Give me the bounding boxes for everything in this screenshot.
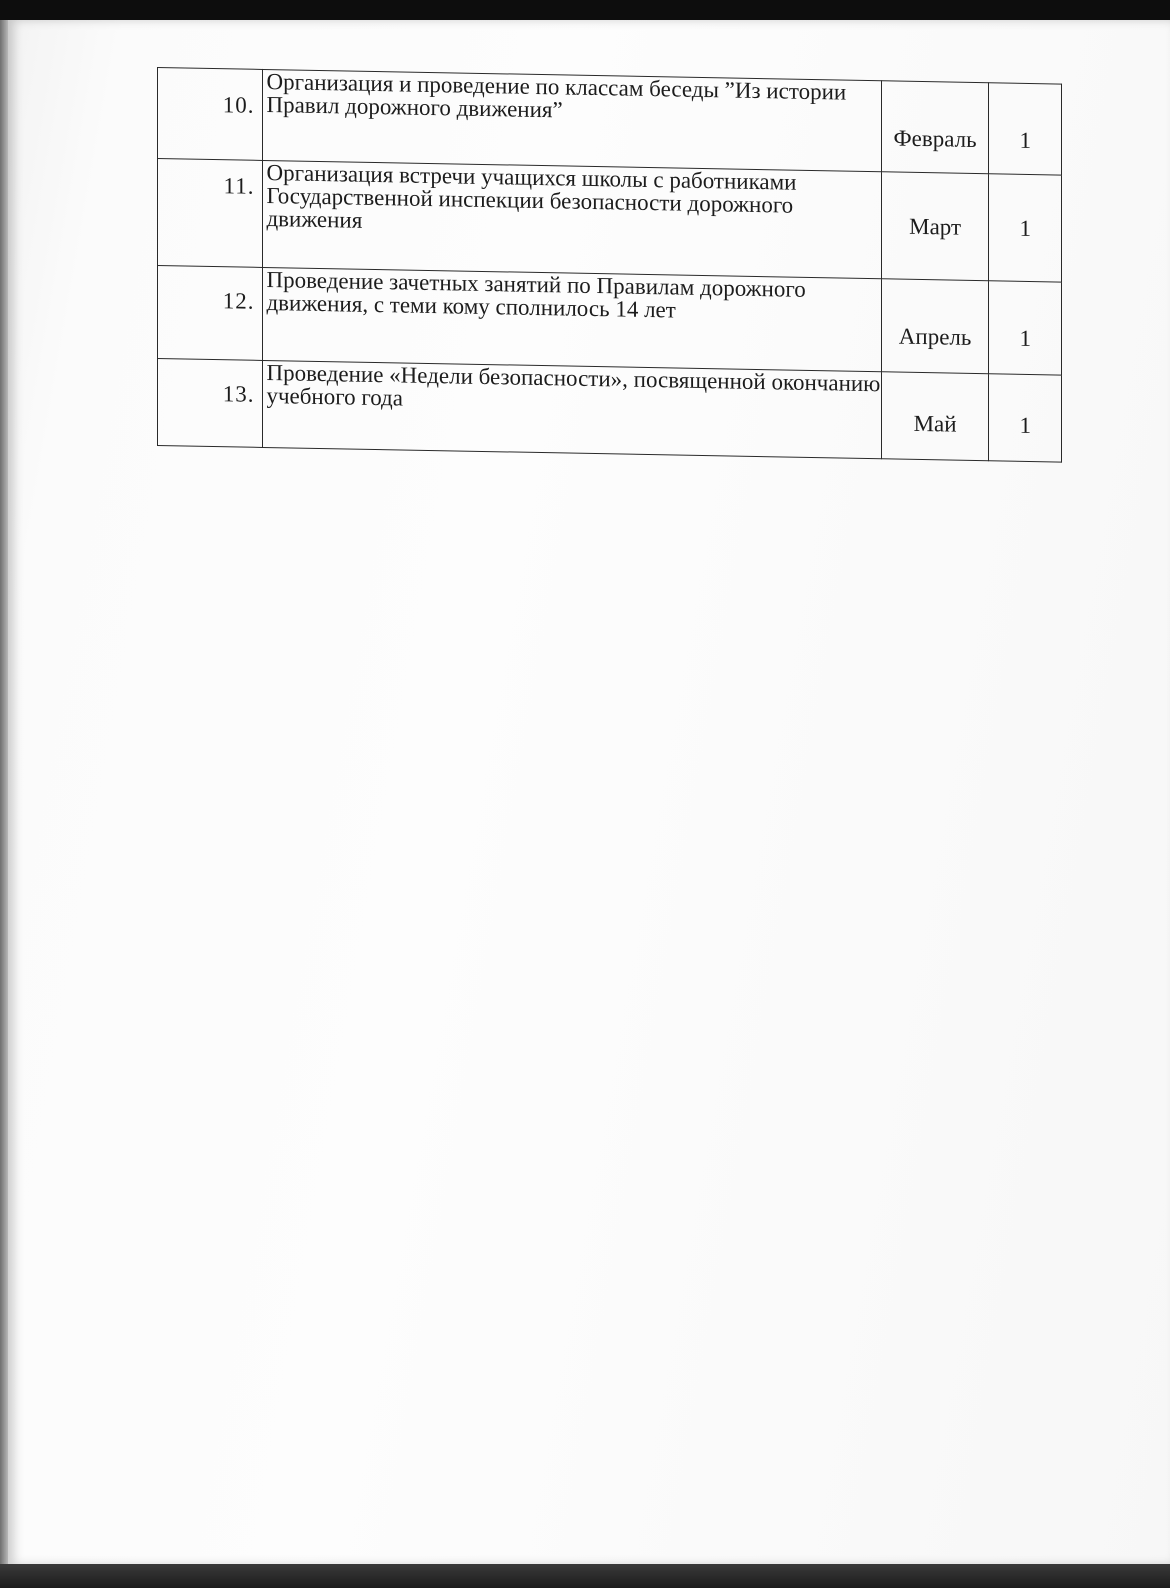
row-number: 11.: [158, 159, 263, 268]
table-row: [158, 68, 1062, 176]
event-count: 1: [989, 374, 1062, 462]
table-row: [158, 159, 1062, 283]
row-number: 12.: [158, 266, 263, 361]
event-month: Май: [881, 372, 989, 461]
event-count: 1: [989, 83, 1062, 175]
table-row: [158, 359, 1062, 463]
events-plan-table: [157, 67, 1062, 463]
event-description: Организация встречи учащихся школы с работниками Государственной инспекции безопасности дорожного движения: [263, 160, 881, 278]
row-number: 13.: [158, 359, 263, 448]
event-description: Проведение «Недели безопасности», посвященной окончанию учебного года: [263, 360, 881, 458]
photo-top-edge: [0, 0, 1170, 20]
event-count: 1: [989, 281, 1062, 375]
row-number: 10.: [158, 68, 263, 161]
table-row: [158, 266, 1062, 376]
event-description: Организация и проведение по классам беседы ”Из истории Правил дорожного движения”: [263, 69, 881, 171]
event-month: Февраль: [881, 81, 989, 174]
event-description: Проведение зачетных занятий по Правилам дорожного движения, с теми кому сполнилось 14 лет: [263, 267, 881, 371]
event-count: 1: [989, 174, 1062, 282]
photo-bottom-edge: [0, 1564, 1170, 1588]
event-month: Март: [881, 172, 989, 281]
event-month: Апрель: [881, 279, 989, 374]
